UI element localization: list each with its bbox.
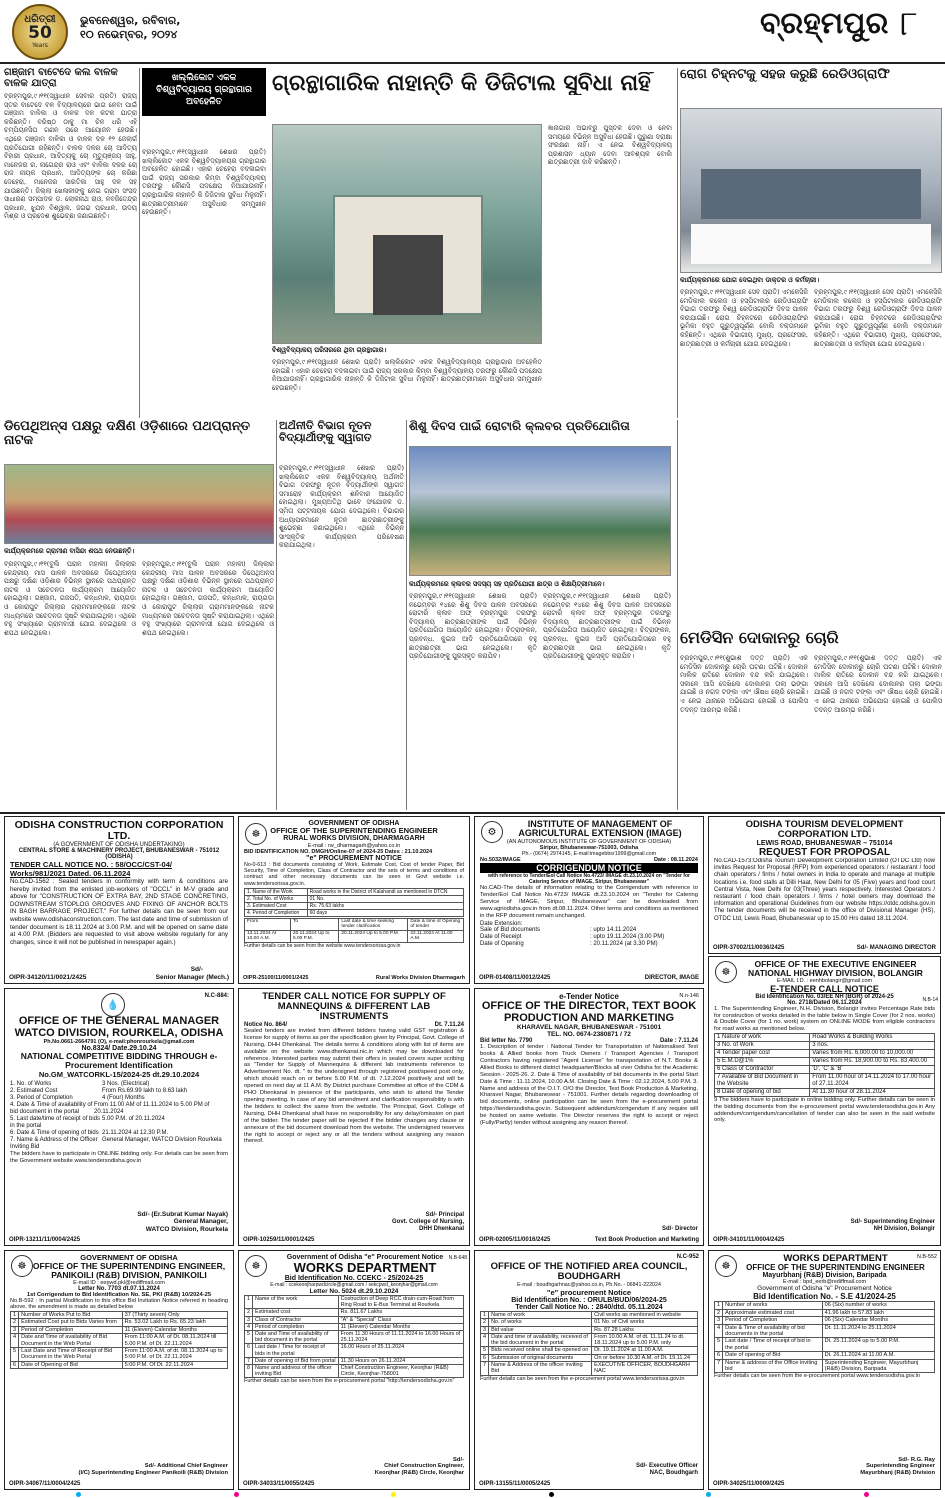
- odisha-emblem-icon: ☸: [715, 1255, 737, 1277]
- story-body-2: ବ୍ରହ୍ମପୁର,୯।୧୧(ଶୁଭାଶ ଦତ୍ତ ପ୍ରାତି) ଏକ ମେଡିସିନ ଦୋକାନରୁ ଚୋରି ଘଟଣା ଘଟିଛି। ଦୋକାନ ମାଲିକ ରାତିରେ ଦୋକାନ ବନ୍ଦ କରି ଯାଇଥିଲେ। ସକାଳେ ଆସି ଦେଖିଲେ ଦୋକାନର ତାଲା ଭଙ୍ଗା ଯାଇଛି ଓ ନଗଦ ଟଙ୍କା ଏବଂ ଔଷଧ ଚୋରି ହୋଇଛି। ଏ ନେଇ ଥାନାରେ ଅଭିଯୋଗ ହୋଇଛି ଓ ପୋଲିସ ତଦନ୍ତ ଆରମ୍ଭ କରିଛି।: [814, 654, 942, 714]
- masthead-date: ଭୁବନେଶ୍ୱର, ରବିବାର, ୧୦ ନଭେମ୍ବର, ୨୦୨୪: [80, 14, 181, 41]
- story-body: ବ୍ରହ୍ମପୁର,୯।୧୧(ସ୍ୱାଧୀନ ଶେଖର ପ୍ରାତି) ଖଲ୍ଲିକୋଟ ଏକକ ବିଶ୍ୱବିଦ୍ୟାଳୟ ଅର୍ଥନୀତି ବିଭାଗ ତରଫରୁ ନୂତନ ବିଦ୍ୟାର୍ଥୀଙ୍କ ସ୍ୱାଗତ ସମାରୋହ କାର୍ଯ୍ୟକ୍ରମ ଶନିବାର ଆୟୋଜିତ ହୋଇଥିଲା। ମୁଖ୍ୟଅତିଥି ଭାବେ ସଂଯୋଜକ ଡ. ସ୍ମିତା ପଟ୍ଟନାୟକ ଯୋଗ ଦେଇଥିଲେ। ବିଭାଗର ଅଧ୍ୟାପକମାନେ ନୂତନ ଛାତ୍ରଛାତ୍ରୀଙ୍କୁ ଶୁଭେଚ୍ଛା ଜଣାଇଥିଲେ। ଏଥିରେ ବିଭିନ୍ନ ସାଂସ୍କୃତିକ କାର୍ଯ୍ୟକ୍ରମ ପରିବେଷଣ କରାଯାଇଥିଲା।: [279, 464, 404, 550]
- ad-panikoili-corrigendum: ☸ GOVERNMENT OF ODISHA OFFICE OF THE SUPERINTENDING ENGINEER, PANIKOILI (R&B) DIVISION, PANIKOILI E-mail ID : eepwd.pkl@rediffmail.com Letter No. 7703 dt.07.11.2024 1st Corrigendum to Bid Identification No. SE, PKI (R&B) 10/2024-25 No.B-592 : In partial Modification to this office Bid Invitation Notice referred in heading above, the amendment is made as detailed below 1 Number of Works Put to Bid 37 (Thirty seven) Only 2 Estimated Cost put to Bids Varies from Rs. 53.02 Lakh to Rs. 65.23 lakh 3 Period of Completion 11 (Eleven) Calendar Months 4 Date and Time of availability of Bid Document in the Web Portal From 11:00 A.M. of Dt. 08.11.2024 till 5.00 P.M. of Dt. 22.11.2024 5 Last Date and Time of Receipt of Bid Document in the Web Portal From 11:00 A.M. of dt. 08.11.2024 up to 5:00 P.M. of Dt. 22.11.2024 6 Date of Opening of Bid 5:00 P.M. Of Dt. 22.11.2024 Sd/- Additional Chief Engineer (I/C) Superintending Engineer Panikoili (R&B) Division OIPR-34067/11/0004/2425: [4, 1250, 234, 1490]
- page-number: ୮: [900, 4, 918, 44]
- watco-logo-icon: 💧: [101, 993, 125, 1017]
- ad-occ-tender: ODISHA CONSTRUCTION CORPORATION LTD. (A GOVERNMENT OF ODISHA UNDERTAKING) CENTRAL STORE & MACHINERY PROJECT, BHUBANESWAR - 751012 (ODISHA) TENDER CALL NOTICE NO. : 58/OCC/CST-04/ Works/981/2021 Dated. 06.11.2024 No.CAD-1562 : Sealed tenders in conformity with term & conditions are hereby invited from the enlisted job-workers of "OCCL" in M-V grade and above for "CONSTRUCTION OF EXTRA BAY, 2ND STAGE CONCRETING, DOWNSTREAM STOPLOG GROOVES AND FIXING OF ANCHOR BOLTS IN BAGH BARRAGE PROJECT." For further details can be seen from our website www.odishaconstruction.com. The last date and time of submission of tender document is 18.11.2024 at 3.00 P.M. and will be opened on same date at 4.00 P.M. (Bidders are requested to visit above website regularly for any changes, since it will not be published in newspaper again.) OIPR-34120/11/0021/2425 Senior Manager (Mech.) Sd/-: [4, 816, 234, 984]
- street-play-photo: [4, 464, 274, 544]
- odisha-emblem-icon: ☸: [11, 1255, 33, 1277]
- tender-table: 1 Name of the work Costruction of Deep RCC drain-cum-Road from Ring Road to E-Bus Terminal at Rourkela 2 Estimated cost Rs. 811.67 Lakhs 3 Class of Contractor "A" & "Special" Class 4 Period of completion 11 (Eleven) Calendar Months 5 Date and Time of availability of bid document in the portal From 11.30 Hours of 11.11.2024 to 16.00 Hours of 25.11.2024 6 Last date / Time for receipt of bids in the portal 16.00 Hours of 25.11.2024 7 Date of opening of Bid from portal 11.30 Hours on 26.11.2024 8 Name and address of the officer inviting Bid Chief Construction Engineer, Keonjhar (R&B) Circle, Keonjhar-758001: [244, 1295, 464, 1378]
- photo-caption: କାର୍ଯ୍ୟକ୍ରମରେ କ୍ଲବର ସଦସ୍ୟ ସହ ପ୍ରତିଯୋଗୀ ଛାତ୍ର ଓ ଶିକ୍ଷୟିତ୍ରୀମାନେ।: [409, 580, 605, 588]
- ad-mayurbhanj-works: ☸ N.B-552 WORKS DEPARTMENT OFFICE OF THE SUPERINTENDING ENGINEER Mayurbhanj (R&B) Division, Baripada E-mail : bpd_eerb@rediffmail.com Government of Odisha "e" Procurement Notice Bid Identification No. - S.E 41/2024-25 1 Number of works 06 (Six) number of works 2 Approximate estimated cost 41.96 lakh to 57.83 lakh 3 Period of Completion 06 (Six) Calendar Months 4 Date & Time of availability of bid documents in the portal Dt. 11.11.2024 to 25.11.2024 5 Last date / Time of receipt of bid in the portal Dt. 25.11.2024 up to 5.00 P.M. 6 Date of opening of Bid Dt. 26.11.2024 at 11.00 A.M. 7 Name & address of the Office inviting bid Superintending Engineer, Mayurbhanj (R&B) Division, Baripada Further details can be seen from the e-procurement portal www.tendersodisha.gov.in Sd/- R.G. Ray Superintending Engineer Mayurbhanj (R&B) Division OIPR-34025/11/0009/2425: [708, 1250, 941, 1490]
- ad-boudhgarh-nac: N.C-952 OFFICE OF THE NOTIFIED AREA COUNCIL, BOUDHGARH E-mail : boudhgarhnac@yahoo.co.in, Ph.No. - 06841-222024 "e" procurement Notice Bid Identification No. : ORULB/BUD/06/2024-25 Tender Call Notice No. : 2840/dtd. 05.11.2024 1 Name of work Civil works as mentioned in website 2 No. of works 01 No. of Civil works 3 Bid value Rs. 87.28 Lakhs 4 Date and time of availability, received of the bid document in the portal From 10.00 A.M. of dt. 11.11.24 to dt. 18.11.2024 up to 5.00 P.M. only 5 Bids received online shall be opened on Dt. 19.11.2024 at 11.00 A.M. 6 Submission of original documents On or before 10.30 A.M. of Dt. 19.11.24 7 Name & Address of the officer inviting Bid EXECUTIVE OFFICER, BOUDHGARH NAC Further details can be seen from the e-procurement portal www.tendersorissa.gov.in Sd/- Executive Officer NAC, Boudhgarh OIPR-13155/11/0005/2425: [474, 1250, 704, 1490]
- story-headline: ଡିପେଥିଅନ୍ସ ପକ୍ଷରୁ ଦକ୍ଷିଣ ଓଡ଼ିଶାରେ ପଥପ୍ରାନ୍ତ ନାଟକ: [4, 420, 251, 448]
- ad-image-corrigendum: ⚙ INSTITUTE OF MANAGEMENT OF AGRICULTURAL EXTENSION (IMAGE) (AN AUTONOMOUS INSTITUTE OF GOVERNMENT OF ODISHA) Siripur, Bhubaneswar-751003, Odisha Ph.- (0674) 2974145, E-mail:imagebbsr1999@gmail.com No.5032/IMAGE Date : 08.11.2024 CORRIGENDUM NOTICE with reference to Tender/EoI Call Notice No.4723/ IMAGE dt.23.10.2024 on "Tender for Catering Service of IMAGE, Siripur, Bhubaneswar" No.CAD-The details of information relating to the Corrigendum with reference to Tender/EoI Call Notice No.4723/ IMAGE dt.23.10.2024 on "Tender for Catering Service of IMAGE, Siripur, Bhubaneswar" can be downloaded from www.agriodisha.gov.in from dt.08.11.2024. Other terms and conditions as mentioned in the RFP document remain unchanged. Date Extension: Sale of Bid documents : upto 14.11.2024 Date of Receipt : upto 19.11.2024 (3.00 PM) Date of Opening : 20.11.2024 (at 3.30 PM) OIPR-01408/11/0012/2425 DIRECTOR, IMAGE: [474, 816, 704, 984]
- story-library: [142, 68, 675, 418]
- story-body: ବ୍ରହ୍ମପୁର,୯।୧୧(ସ୍ୱାଧୀନ ଶେଖର ପ୍ରାତି) ଖଲ୍ଲିକୋଟ ଏକକ ବିଶ୍ୱବିଦ୍ୟାଳୟର ଗ୍ରନ୍ଥାଗାର ଅବହେଳିତ ହୋଇଛି। ଏହାର ଚେହେରା ବଦଳାଇବା ପାଇଁ ରାଜ୍ୟ ସରକାର କିମ୍ବା ବିଶ୍ୱବିଦ୍ୟାଳୟ ତରଫରୁ କୌଣସି ପଦକ୍ଷେପ ନିଆଯାଉନାହିଁ। ଗ୍ରନ୍ଥାଗାରିକ ନାହାନ୍ତି କି ଡିଜିଟାଲ ସୁବିଧା ମିଳୁନାହିଁ। ଛାତ୍ରଛାତ୍ରୀମାନେ ଅସୁବିଧାର ସମ୍ମୁଖୀନ ହେଉଛନ୍ତି।: [142, 148, 266, 217]
- photo-caption: କାର୍ଯ୍ୟକ୍ରମରେ ଗ୍ରାମୀଣ ବାସିନ୍ଦା ଶପଥ ନେଉଛନ୍ତି।: [4, 547, 135, 555]
- story-headline: ଗଞ୍ଜାମ ବାଟେଦେ କଲ ବାଳକ ବାଳକ ଯାତ୍ରା: [4, 68, 118, 89]
- odisha-emblem-icon: ☸: [245, 1255, 267, 1277]
- story-body: ବ୍ରହ୍ମପୁର,୯।୧୧(ଶୁଭାଶ ଦତ୍ତ ପ୍ରାତି) ଏକ ମେଡିସିନ ଦୋକାନରୁ ଚୋରି ଘଟଣା ଘଟିଛି। ଦୋକାନ ମାଲିକ ରାତିରେ ଦୋକାନ ବନ୍ଦ କରି ଯାଇଥିଲେ। ସକାଳେ ଆସି ଦେଖିଲେ ଦୋକାନର ତାଲା ଭଙ୍ଗା ଯାଇଛି ଓ ନଗଦ ଟଙ୍କା ଏବଂ ଔଷଧ ଚୋରି ହୋଇଛି। ଏ ନେଇ ଥାନାରେ ଅଭିଯୋଗ ହୋଇଛି ଓ ପୋଲିସ ତଦନ୍ତ ଆରମ୍ଭ କରିଛି।: [680, 654, 808, 714]
- story-headline: ମେଡିସିନ ଦୋକାନରୁ ଚୋରି: [680, 630, 839, 647]
- story-headline: ଶିଶୁ ଦିବସ ପାଇଁ ରୋଟାରି କ୍ଲବର ପ୍ରତିଯୋଗିତା: [409, 420, 630, 433]
- story-economics: [279, 420, 404, 810]
- newspaper-logo: ଧରିତ୍ରୀ 50 Years: [12, 4, 68, 60]
- story-body: ବ୍ରହ୍ମପୁର,୯।୧୧(ସ୍ୱାଧୀନ ସେବାର ପ୍ରତି) ରାଜ୍ୟ ସ୍ତର ବାଟେଦେ ବଳ ବିଦ୍ୟାଳୟରେ ଭାଗ ନେବା ପାଇଁ ଗଞ୍ଜାମ ବାଳିକା ଓ ବାଳକ ଦଳ କଟକ ଯାତ୍ରା କରିଛନ୍ତି। ବରିଷ୍ଠ ଠାକୁ ମା ଚିନ ଧରି ଏହି ଚମ୍ପିୟନସିପ ଗଣନ ପରେ ଆୟୋଜନ ହେଉଛି। ଏଥିରେ ଗଞ୍ଜାମ ବାଳିକା ଓ ବାଳକ ଦଳ ୧୨ ଜେଲାର୍ଗ ପ୍ରତିଯୋଗୀ ରହିଛନ୍ତି। ବାଳକ ଦଳର ଚୋ ଆଦିତ୍ୟ ବିହାରୀ ପ୍ରଧାନ, ଆଦିତ୍ୟକୁ ଚୋ ମୃତ୍ୟୁଞ୍ଜୟ ସାହୁ, ମାନେଜର ର, ନାଗେନ୍ଦ୍ର ରାଓ ଏବଂ ବାଳିକା ଦଳର ଚୋ ରାଜ ନାୟକ ପ୍ରଧାନ, ଆଦିତ୍ୟଙ୍କ ଚୋ କରିଛା ଦେହେରା, ମାନେଜର ସାରତିକା ସାହୁ ଦଳ ସହ ଯାଉଛନ୍ତି। ଜିଲ୍ଲା ଖେଳାଳୀଙ୍କୁ ନେଇ ଗ୍ରାମ ସଂସଦ ସାଧାରଣ ସମ୍ପାଦକ ଡ. ଲୋକନାଥ ରାଓ, ନବଜିତେନ୍ଦ୍ର ପ୍ରଧାନ, ଝୁଯନ ବିଶ୍ୱାଳ, ଜଗଭ ପ୍ରଧାନ, ଉଦୟ ମିଶ୍ର ଓ ପ୍ରଦେଶ ଶୁଭେଚ୍ଛା ଜଣାଇଛନ୍ତି।: [4, 92, 137, 221]
- tender-table: 1 Nature of work Road Works & Building Works 3 No. of Work 3 nos. 4 Tender paper cost Varies from Rs. 6,000.00 to 10,000.00 5 E.M.D@1% Varies from Rs. 18,900.00 to Rs. 83,400.00 6 Class of Contractor 'D', 'C' & 'B' 7 Available of Bid Document in the Website From 11.00 hour of 14.11.2024 to 17.00 hour of 27.11.2024 8 Date of opening of bid At 11.30 hour of 28.11.2024: [714, 1033, 935, 1097]
- page-title: ବ୍ରହ୍ମପୁର: [760, 6, 889, 41]
- ad-nh-bolangir: ☸ N.B-14 OFFICE OF THE EXECUTIVE ENGINEER NATIONAL HIGHWAY DIVISION, BOLANGIR E-MAIL I.D. : eenhbolangir@gmail.com E-TENDER CALL NOTICE Bid Identification No. 03/EE NH (BGR) of 2024-25 No. 2718/Dated 06.11.2024 1. The Superintending Engineer, N.H. Division, Bolangir invites Percentage Rate bids for construction of works detailed in the table below in Single Cover (for 2 nos. works) & Double Cover (for 1 no. work) system on ONLINE MODE from eligible contractors for road works as mentioned below. 1 Nature of work Road Works & Building Works 3 No. of Work 3 nos. 4 Tender paper cost Varies from Rs. 6,000.00 to 10,000.00 5 E.M.D@1% Varies from Rs. 18,900.00 to Rs. 83,400.00 6 Class of Contractor 'D', 'C' & 'B' 7 Available of Bid Document in the Website From 11.00 hour of 14.11.2024 to 17.00 hour of 27.11.2024 8 Date of opening of bid At 11.30 hour of 28.11.2024 9 The bidders have to participate in online bidding only. Further details can be seen in the bidding documents from the e-procurement portal www.tendersodisha.gov.in Any addendum/corrigendum/cancellation of tender can also be seen in the said website only. Sd/- Superintending Engineer NH Division, Bolangir OIPR-34101/11/0004/2425: [708, 956, 941, 1246]
- radiography-photo: [680, 108, 942, 273]
- story-street-play: [4, 420, 274, 810]
- masthead: [0, 0, 945, 62]
- story-body-2: ଜ୍ଞାନାଗାର ଅଭାବରୁ ପୁସ୍ତକ ଦେବା ଓ ନେବା ସମୟରେ ବିଭିନ୍ନ ଅସୁବିଧା ହେଉଛି। ପୁରୁଣା ଦ୍ରାକ୍ଷା ସଂରକ୍ଷଣ ନାହିଁ। ଏ ନେଇ ବିଶ୍ୱବିଦ୍ୟାଳୟ ପ୍ରଶାସନ ଧ୍ୟାନ ଦେବା ଆବଶ୍ୟକ ବୋଲି ଛାତ୍ରଛାତ୍ରୀ ଦାବି କରିଛନ୍ତି।: [548, 124, 672, 167]
- library-photo: [272, 124, 542, 344]
- tender-table: 1 Number of works 06 (Six) number of works 2 Approximate estimated cost 41.96 lakh to 57.83 lakh 3 Period of Completion 06 (Six) Calendar Months 4 Date & Time of availability of bid documents in the portal Dt. 11.11.2024 to 25.11.2024 5 Last date / Time of receipt of bid in the portal Dt. 25.11.2024 up to 5.00 P.M. 6 Date of opening of Bid Dt. 26.11.2024 at 11.00 A.M. 7 Name & address of the Office inviting bid Superintending Engineer, Mayurbhanj (R&B) Division, Baripada: [714, 1301, 935, 1373]
- story-body-2: ବ୍ରହ୍ମପୁର,୯।୧୧(ସ୍ୱାଧୀନ ସେବ ପ୍ରାତି) ଏମକେସିଜି ମେଡିକାଲ କଲେଜ ଓ ହସ୍ପିଟାଲର ରେଡିଓଗ୍ରାଫି ବିଭାଗ ତରଫରୁ ବିଶ୍ୱ ରେଡିଓଗ୍ରାଫି ଦିବସ ପାଳନ କରାଯାଇଛି। ରୋଗ ଚିହ୍ନଟରେ ରେଡିଓଗ୍ରାଫିର ଭୂମିକା ବହୁତ ଗୁରୁତ୍ୱପୂର୍ଣ୍ଣ ବୋଲି ବକ୍ତାମାନେ କହିଛନ୍ତି। ଏଥିରେ ବିଭାଗୀୟ ମୁଖ୍ୟ, ପ୍ରଫେସର, ଛାତ୍ରଛାତ୍ରୀ ଓ କର୍ମଚାରୀ ଯୋଗ ଦେଇଥିଲେ।: [814, 288, 942, 348]
- story-body: ବ୍ରହ୍ମପୁର,୯।୧୧(ସ୍ୱାଧୀନ ସେବ ପ୍ରାତି) ଏମକେସିଜି ମେଡିକାଲ କଲେଜ ଓ ହସ୍ପିଟାଲର ରେଡିଓଗ୍ରାଫି ବିଭାଗ ତରଫରୁ ବିଶ୍ୱ ରେଡିଓଗ୍ରାଫି ଦିବସ ପାଳନ କରାଯାଇଛି। ରୋଗ ଚିହ୍ନଟରେ ରେଡିଓଗ୍ରାଫିର ଭୂମିକା ବହୁତ ଗୁରୁତ୍ୱପୂର୍ଣ୍ଣ ବୋଲି ବକ୍ତାମାନେ କହିଛନ୍ତି। ଏଥିରେ ବିଭାଗୀୟ ମୁଖ୍ୟ, ପ୍ରଫେସର, ଛାତ୍ରଛାତ୍ରୀ ଓ କର୍ମଚାରୀ ଯୋଗ ଦେଇଥିଲେ।: [680, 288, 808, 348]
- story-body-3: ବ୍ରହ୍ମପୁର,୯।୧୧(ସ୍ୱାଧୀନ ଶେଖର ପ୍ରାତି) ଖଲ୍ଲିକୋଟ ଏକକ ବିଶ୍ୱବିଦ୍ୟାଳୟର ଗ୍ରନ୍ଥାଗାର ଅବହେଳିତ ହୋଇଛି। ଏହାର ଚେହେରା ବଦଳାଇବା ପାଇଁ ରାଜ୍ୟ ସରକାର କିମ୍ବା ବିଶ୍ୱବିଦ୍ୟାଳୟ ତରଫରୁ କୌଣସି ପଦକ୍ଷେପ ନିଆଯାଉନାହିଁ। ଗ୍ରନ୍ଥାଗାରିକ ନାହାନ୍ତି କି ଡିଜିଟାଲ ସୁବିଧା ମିଳୁନାହିଁ। ଛାତ୍ରଛାତ୍ରୀମାନେ ଅସୁବିଧାର ସମ୍ମୁଖୀନ ହେଉଛନ୍ତି।: [272, 358, 542, 392]
- tender-table: 1 Number of Works Put to Bid 37 (Thirty seven) Only 2 Estimated Cost put to Bids Varies from Rs. 53.02 Lakh to Rs. 65.23 lakh 3 Period of Completion 11 (Eleven) Calendar Months 4 Date and Time of availability of Bid Document in the Web Portal From 11:00 A.M. of Dt. 08.11.2024 till 5.00 P.M. of Dt. 22.11.2024 5 Last Date and Time of Receipt of Bid Document in the Web Portal From 11:00 A.M. of dt. 08.11.2024 up to 5:00 P.M. of Dt. 22.11.2024 6 Date of Opening of Bid 5:00 P.M. Of Dt. 22.11.2024: [10, 1311, 228, 1369]
- rotary-photo: [409, 446, 671, 576]
- print-registration-marks: [0, 1492, 945, 1498]
- ad-mannequins-tender: TENDER CALL NOTICE FOR SUPPLY OF MANNEQUINS & DIFFERENT LAB INSTRUMENTS Notice No. 864/ Dt. 7.11.24 Sealed tenders are invited from different bidders having valid GST registration & license for supply of items as per the specification given by Principal, Govt. College of Nursing, DHH Dhenkanal. The details terms & conditions along with list of items are available on the website www.dhenkanal.nic.in which may be downloaded for reference. Interested parties may submit their offers in sealed covers super scribing as "Tender for Supply of Mannequins & different lab instruments reference to Advertisement No. dt. " to the undersigned through registered post/speed post only, which should reach on or before 5.00 P.M. of dt. 7.12.2024 positively and will be opened on next day at 11 A.M. By District purchase Committee at office of the CDM & PHO Dhenkanal in presence of the participants, who wish to attend the Tender opening meeting. In case of any bid amendment and clarification responsibility is with the bidders to collect the same from the website. The Principal, Govt. College of Nursing, DHH Dhenkanal shall have no responsibility for any delay/omission on part of the bidder. The tender paper will be rejected if the bidder changes any clause or annexure of the bid document download from the website. The undersigned reserves the right to accept or reject any or all the tenders without assigning any reason thereof. Sd/- Principal Govt. College of Nursing, DHH Dhenkanal OIPR-10259/11/0001/2425: [238, 988, 470, 1246]
- story-headline: ଅର୍ଥନୀତି ବିଭାଗ ନୂତନ ବିଦ୍ୟାର୍ଥୀଙ୍କୁ ସ୍ୱାଗତ: [279, 420, 372, 444]
- story-rotary: [409, 420, 675, 810]
- story-body: ବ୍ରହ୍ମପୁର,୯।୧୧(ସ୍ୱାଧୀନ ଶେଖର ପ୍ରାତି) ନଭେମ୍ବର ୧୪ରେ ଶିଶୁ ଦିବସ ପାଳନ ଅବସରରେ ରୋଟାରି କ୍ଲବ ଅଫ୍ ବ୍ରହ୍ମପୁର ତରଫରୁ ବିଦ୍ୟାଳୟ ଛାତ୍ରଛାତ୍ରୀଙ୍କ ପାଇଁ ବିଭିନ୍ନ ପ୍ରତିଯୋଗିତା ଆୟୋଜିତ ହୋଇଥିଲା। ଚିତ୍ରାଙ୍କନ, ପ୍ରବନ୍ଧ, କୁଇଜ ଆଦି ପ୍ରତିଯୋଗିତାରେ ବହୁ ଛାତ୍ରଛାତ୍ରୀ ଭାଗ ନେଇଥିଲେ। କୃତି ପ୍ରତିଯୋଗୀଙ୍କୁ ପୁରସ୍କୃତ କରାଯିବ।: [409, 592, 537, 661]
- odisha-emblem-icon: ☸: [715, 961, 737, 983]
- odisha-emblem-icon: ☸: [245, 823, 267, 845]
- story-kabaddi: [4, 68, 137, 418]
- story-headline: ରୋଗ ଚିହ୍ନଟକୁ ସହଜ କରୁଛି ରେଡିଓଗ୍ରାଫି: [680, 68, 890, 82]
- schedule-table: From To Last date & time seeking tender clarification Date & time of Opening of tender 13.11.2024 At 10.00 A.M. 20.11.2024 Up to 5.00 P.M. 20.11.2024 Up to 5.00 P.M. 22.11.2024 At 11.00 A.M.: [244, 918, 464, 943]
- story-body-2: ବ୍ରହ୍ମପୁର,୯।୧୧(ବୁଲି ଘରାନ ମହାଳୀ) ଜିଲ୍ଲାର କେନ୍ଦ୍ରୀୟ ମାସ ପାଳନ ଅବସରରେ ଡିପେଥିଅନ୍ସ ପକ୍ଷରୁ ଦକ୍ଷିଣ ଓଡ଼ିଶାର ବିଭିନ୍ନ ସ୍ଥାନରେ ପଥପ୍ରାନ୍ତ ନାଟକ ଓ ସଚେତନତା କାର୍ଯ୍ୟକ୍ରମ ଆୟୋଜିତ ହୋଇଥିଲା। ଗଞ୍ଜାମ, ଗଜପତି, କନ୍ଧମାଳ, ରାୟଗଡ଼ା ଓ କୋରାପୁଟ ଜିଲ୍ଲାର ଗ୍ରାମମାନଙ୍କରେ ନାଟକ ମାଧ୍ୟମରେ ସଚେତନତା ସୃଷ୍ଟି କରାଯାଇଥିଲା। ଏଥିରେ ବହୁ ସଂଖ୍ୟାରେ ଗ୍ରାମବାସୀ ଯୋଗ ଦେଇଥିଲେ ଓ ଶପଥ ନେଇଥିଲେ।: [142, 560, 274, 637]
- story-kicker: ଖଲ୍ଲିକୋଟ ଏକକ ବିଶ୍ୱବିଦ୍ୟାଳୟ ଗ୍ରନ୍ଥାଗାର ଅବହେଳିତ: [142, 68, 266, 116]
- image-logo-icon: ⚙: [481, 821, 503, 843]
- tender-table: 1. Name of the Work Road works in the District of Kalahandi as mentioned in DTCN 2. Total No. of Works 01 No. 3. Estimated Cost Rs. 75.63 lakhs 4. Period of Completion 60 days: [244, 888, 464, 917]
- ad-textbook-tender: e-Tender Notice N.n-146 OFFICE OF THE DIRECTOR, TEXT BOOK PRODUCTION AND MARKETING KHARAVEL NAGAR, BHUBANESWAR - 751001 TEL. NO. 0674-2380871 / 72 Bid letter No. 7790 Date : 7.11.24 1. Description of tender : National Tender for Transportation of Nationalised Text books & Allied books from Truck Owners / Transport Agencies / Transport Contractors having registered "Agent License" for transportation of N.T. Books & Allied Books to different district headquarter/Blocks all over Odisha for the Academic Session - 2025-26. 2. Date & Time of availability of bid documents in the portal Start Date & Time : 11.11.2024, 10.00 A.M. Closing Date & Time : 02.12.2024, 5.00 P.M. 3. Name and address of the O.I.T. O/O the Director, Text Book Production & Marketing, Kharavel Nagar, Bhubaneswar - 751001. Further details regarding downloading of bid documents, online participation can be seen from the e-procurement portal https://tendersodisha.gov.in. Subsequent addendum/corrigendum if any require will be hosted on same website. The Director reserves the right to accept or reject (Fully/Partly) tender without assigning any reason thereof. Sd/- Director OIPR-02005/11/0016/2425 Text Book Production and Marketing: [474, 988, 704, 1246]
- ad-keonjhar-works: ☸ N.B-648 Government of Odisha "e" Procurement Notice WORKS DEPARTMENT Bid Identification No. CCEKC - 25/2024-25 E-mail : ccekeonjharpwdcircle@gmail.com / sekcpwd_keonjhar@gmail.com Letter No. 5024 dt.29.10.2024 1 Name of the work Costruction of Deep RCC drain-cum-Road from Ring Road to E-Bus Terminal at Rourkela 2 Estimated cost Rs. 811.67 Lakhs 3 Class of Contractor "A" & "Special" Class 4 Period of completion 11 (Eleven) Calendar Months 5 Date and Time of availability of bid document in the portal From 11.30 Hours of 11.11.2024 to 16.00 Hours of 25.11.2024 6 Last date / Time for receipt of bids in the portal 16.00 Hours of 25.11.2024 7 Date of opening of Bid from portal 11.30 Hours on 26.11.2024 8 Name and address of the officer inviting Bid Chief Construction Engineer, Keonjhar (R&B) Circle, Keonjhar-758001 Further details can be seen from the e-procurement portal "http://tendersodisha.gov.in" Sd/- Chief Construction Engineer, Keonjhar (R&B) Circle, Keonjhar OIPR-34033/11/0055/2425: [238, 1250, 470, 1490]
- story-body-2: ବ୍ରହ୍ମପୁର,୯।୧୧(ସ୍ୱାଧୀନ ଶେଖର ପ୍ରାତି) ନଭେମ୍ବର ୧୪ରେ ଶିଶୁ ଦିବସ ପାଳନ ଅବସରରେ ରୋଟାରି କ୍ଲବ ଅଫ୍ ବ୍ରହ୍ମପୁର ତରଫରୁ ବିଦ୍ୟାଳୟ ଛାତ୍ରଛାତ୍ରୀଙ୍କ ପାଇଁ ବିଭିନ୍ନ ପ୍ରତିଯୋଗିତା ଆୟୋଜିତ ହୋଇଥିଲା। ଚିତ୍ରାଙ୍କନ, ପ୍ରବନ୍ଧ, କୁଇଜ ଆଦି ପ୍ରତିଯୋଗିତାରେ ବହୁ ଛାତ୍ରଛାତ୍ରୀ ଭାଗ ନେଇଥିଲେ। କୃତି ପ୍ରତିଯୋଗୀଙ୍କୁ ପୁରସ୍କୃତ କରାଯିବ।: [543, 592, 671, 661]
- photo-caption: କାର୍ଯ୍ୟକ୍ରମରେ ଯୋଗ ଦେଇଥିବା ଡାକ୍ତର ଓ କର୍ମଚାରୀ।: [680, 276, 820, 284]
- ad-otdc-rfp: ODISHA TOURISM DEVELOPMENT CORPORATION LTD. LEWIS ROAD, BHUBANESWAR – 751014 REQUEST FOR PROPOSAL No.CAD-1573:Odisha Tourism Development Corporation Limited (OTDC Ltd) now invites Request for Proposal (RFP) from experienced operators / restaurant / food chain operators / firms / hotel owners in India to operate and manage at multiple locations i.e. food stalls at Dilli Haat, New Delhi for 05 (Five) years and food court Central Vista, New Delhi for 03(Three) years respectively. Interested Operators / restaurant / food chain operators / firms / hotel owners may download the information and operational Guidelines from our website https://otdc.odisha.gov.in The tender documents will be received in the office of Divisional Manager (HS), OTDC Ltd, Lewis Road, Bhubaneswar up to 15.00 Hrs dated 18.11.2024. OIPR-37002/11/0036/2425 Sd/- MANAGING DIRECTOR: [708, 816, 941, 954]
- tender-table: 1 Name of work Civil works as mentioned in website 2 No. of works 01 No. of Civil works 3 Bid value Rs. 87.28 Lakhs 4 Date and time of availability, received of the bid document in the portal From 10.00 A.M. of dt. 11.11.24 to dt. 18.11.2024 up to 5.00 P.M. only 5 Bids received online shall be opened on Dt. 19.11.2024 at 11.00 A.M. 6 Submission of original documents On or before 10.30 A.M. of Dt. 19.11.24 7 Name & Address of the officer inviting Bid EXECUTIVE OFFICER, BOUDHGARH NAC: [480, 1311, 698, 1376]
- photo-caption: ବିଶ୍ୱବିଦ୍ୟାଳୟ ପରିସରରେ ଥିବା ଗ୍ରନ୍ଥାଗାର।: [272, 346, 387, 354]
- ad-rural-works: ☸ GOVERNMENT OF ODISHA OFFICE OF THE SUPERINTENDING ENGINEER RURAL WORKS DIVISION, DHARMAGARH E-mail : rw_dharmagarh@yahoo.co.in BID IDENTIFICATION NO. DMGH/Online-07 of 2024-25 Dates : 21.10.2024 "e" PROCUREMENT NOTICE No-0-613 : Bid documents consisting of Work, Estimate Cost, Cost of tender Paper, Bid Security, Time of Completion, Class of Contractor and the sets of terms and conditions of contract and other necessary documents can be seen in Govt website i.e. www.tendersorissa.gov.in. 1. Name of the Work Road works in the District of Kalahandi as mentioned in DTCN 2. Total No. of Works 01 No. 3. Estimated Cost Rs. 75.63 lakhs 4. Period of Completion 60 days From To Last date & time seeking tender clarification Date & time of Opening of tender 13.11.2024 At 10.00 A.M. 20.11.2024 Up to 5.00 P.M. 20.11.2024 Up to 5.00 P.M. 22.11.2024 At 11.00 A.M. Further details can be seen from the website www.tendersorissa.gov.in OIPR-25100/11/0001/2425 Rural Works Division Dharmagarh: [238, 816, 470, 984]
- story-headline: ଗ୍ରନ୍ଥାଗାରିକ ନାହାନ୍ତି କି ଡିଜିଟାଲ ସୁବିଧା ନାହିଁ: [272, 72, 651, 96]
- story-radiography: [680, 68, 942, 628]
- ad-watco-rourkela: 💧 N.C-884: OFFICE OF THE GENERAL MANAGER WATCO DIVISION, ROURKELA, ODISHA Ph.No.0661-2664791 (O), e-mail:phonrourkela@gmail.com No.8324/ Date.29.10.24 NATIONAL COMPETITIVE BIDDING THROUGH e-Procurement Identification No.GM_WATCORKL-15/2024-25 dt.29.10.2024 1. No. of Works 3 Nos. (Electrical) 2. Estimated Cost From Rs.69.99 lakh to 8.63 lakh 3. Period of Completion 4 (Four) Months 4. Date & Time of availability of bid document in the portal From 11.00 AM of 11.11.2024 to 5.00 PM of 20.11.2024 5. Last date/time of receipt of bids in the portal 5.00 P.M. of 20.11.2024 6. Date & Time of opening of bids 21.11.2024 at 12.30 P.M. 7. Name & Address of the Officer Inviting Bid General Manager, WATCO Division Rourkela The bidders have to participate in ONLINE bidding only. For details can be seen from the Government website www.tendersodisha.gov.in Sd/- (Er.Subrat Kumar Nayak) General Manager, WATCO Division, Rourkela OIPR-13211/11/0004/2425: [4, 988, 234, 1246]
- story-medicine-theft: [680, 630, 942, 810]
- story-body: ବ୍ରହ୍ମପୁର,୯।୧୧(ବୁଲି ଘରାନ ମହାଳୀ) ଜିଲ୍ଲାର କେନ୍ଦ୍ରୀୟ ମାସ ପାଳନ ଅବସରରେ ଡିପେଥିଅନ୍ସ ପକ୍ଷରୁ ଦକ୍ଷିଣ ଓଡ଼ିଶାର ବିଭିନ୍ନ ସ୍ଥାନରେ ପଥପ୍ରାନ୍ତ ନାଟକ ଓ ସଚେତନତା କାର୍ଯ୍ୟକ୍ରମ ଆୟୋଜିତ ହୋଇଥିଲା। ଗଞ୍ଜାମ, ଗଜପତି, କନ୍ଧମାଳ, ରାୟଗଡ଼ା ଓ କୋରାପୁଟ ଜିଲ୍ଲାର ଗ୍ରାମମାନଙ୍କରେ ନାଟକ ମାଧ୍ୟମରେ ସଚେତନତା ସୃଷ୍ଟି କରାଯାଇଥିଲା। ଏଥିରେ ବହୁ ସଂଖ୍ୟାରେ ଗ୍ରାମବାସୀ ଯୋଗ ଦେଇଥିଲେ ଓ ଶପଥ ନେଇଥିଲେ।: [4, 560, 136, 637]
